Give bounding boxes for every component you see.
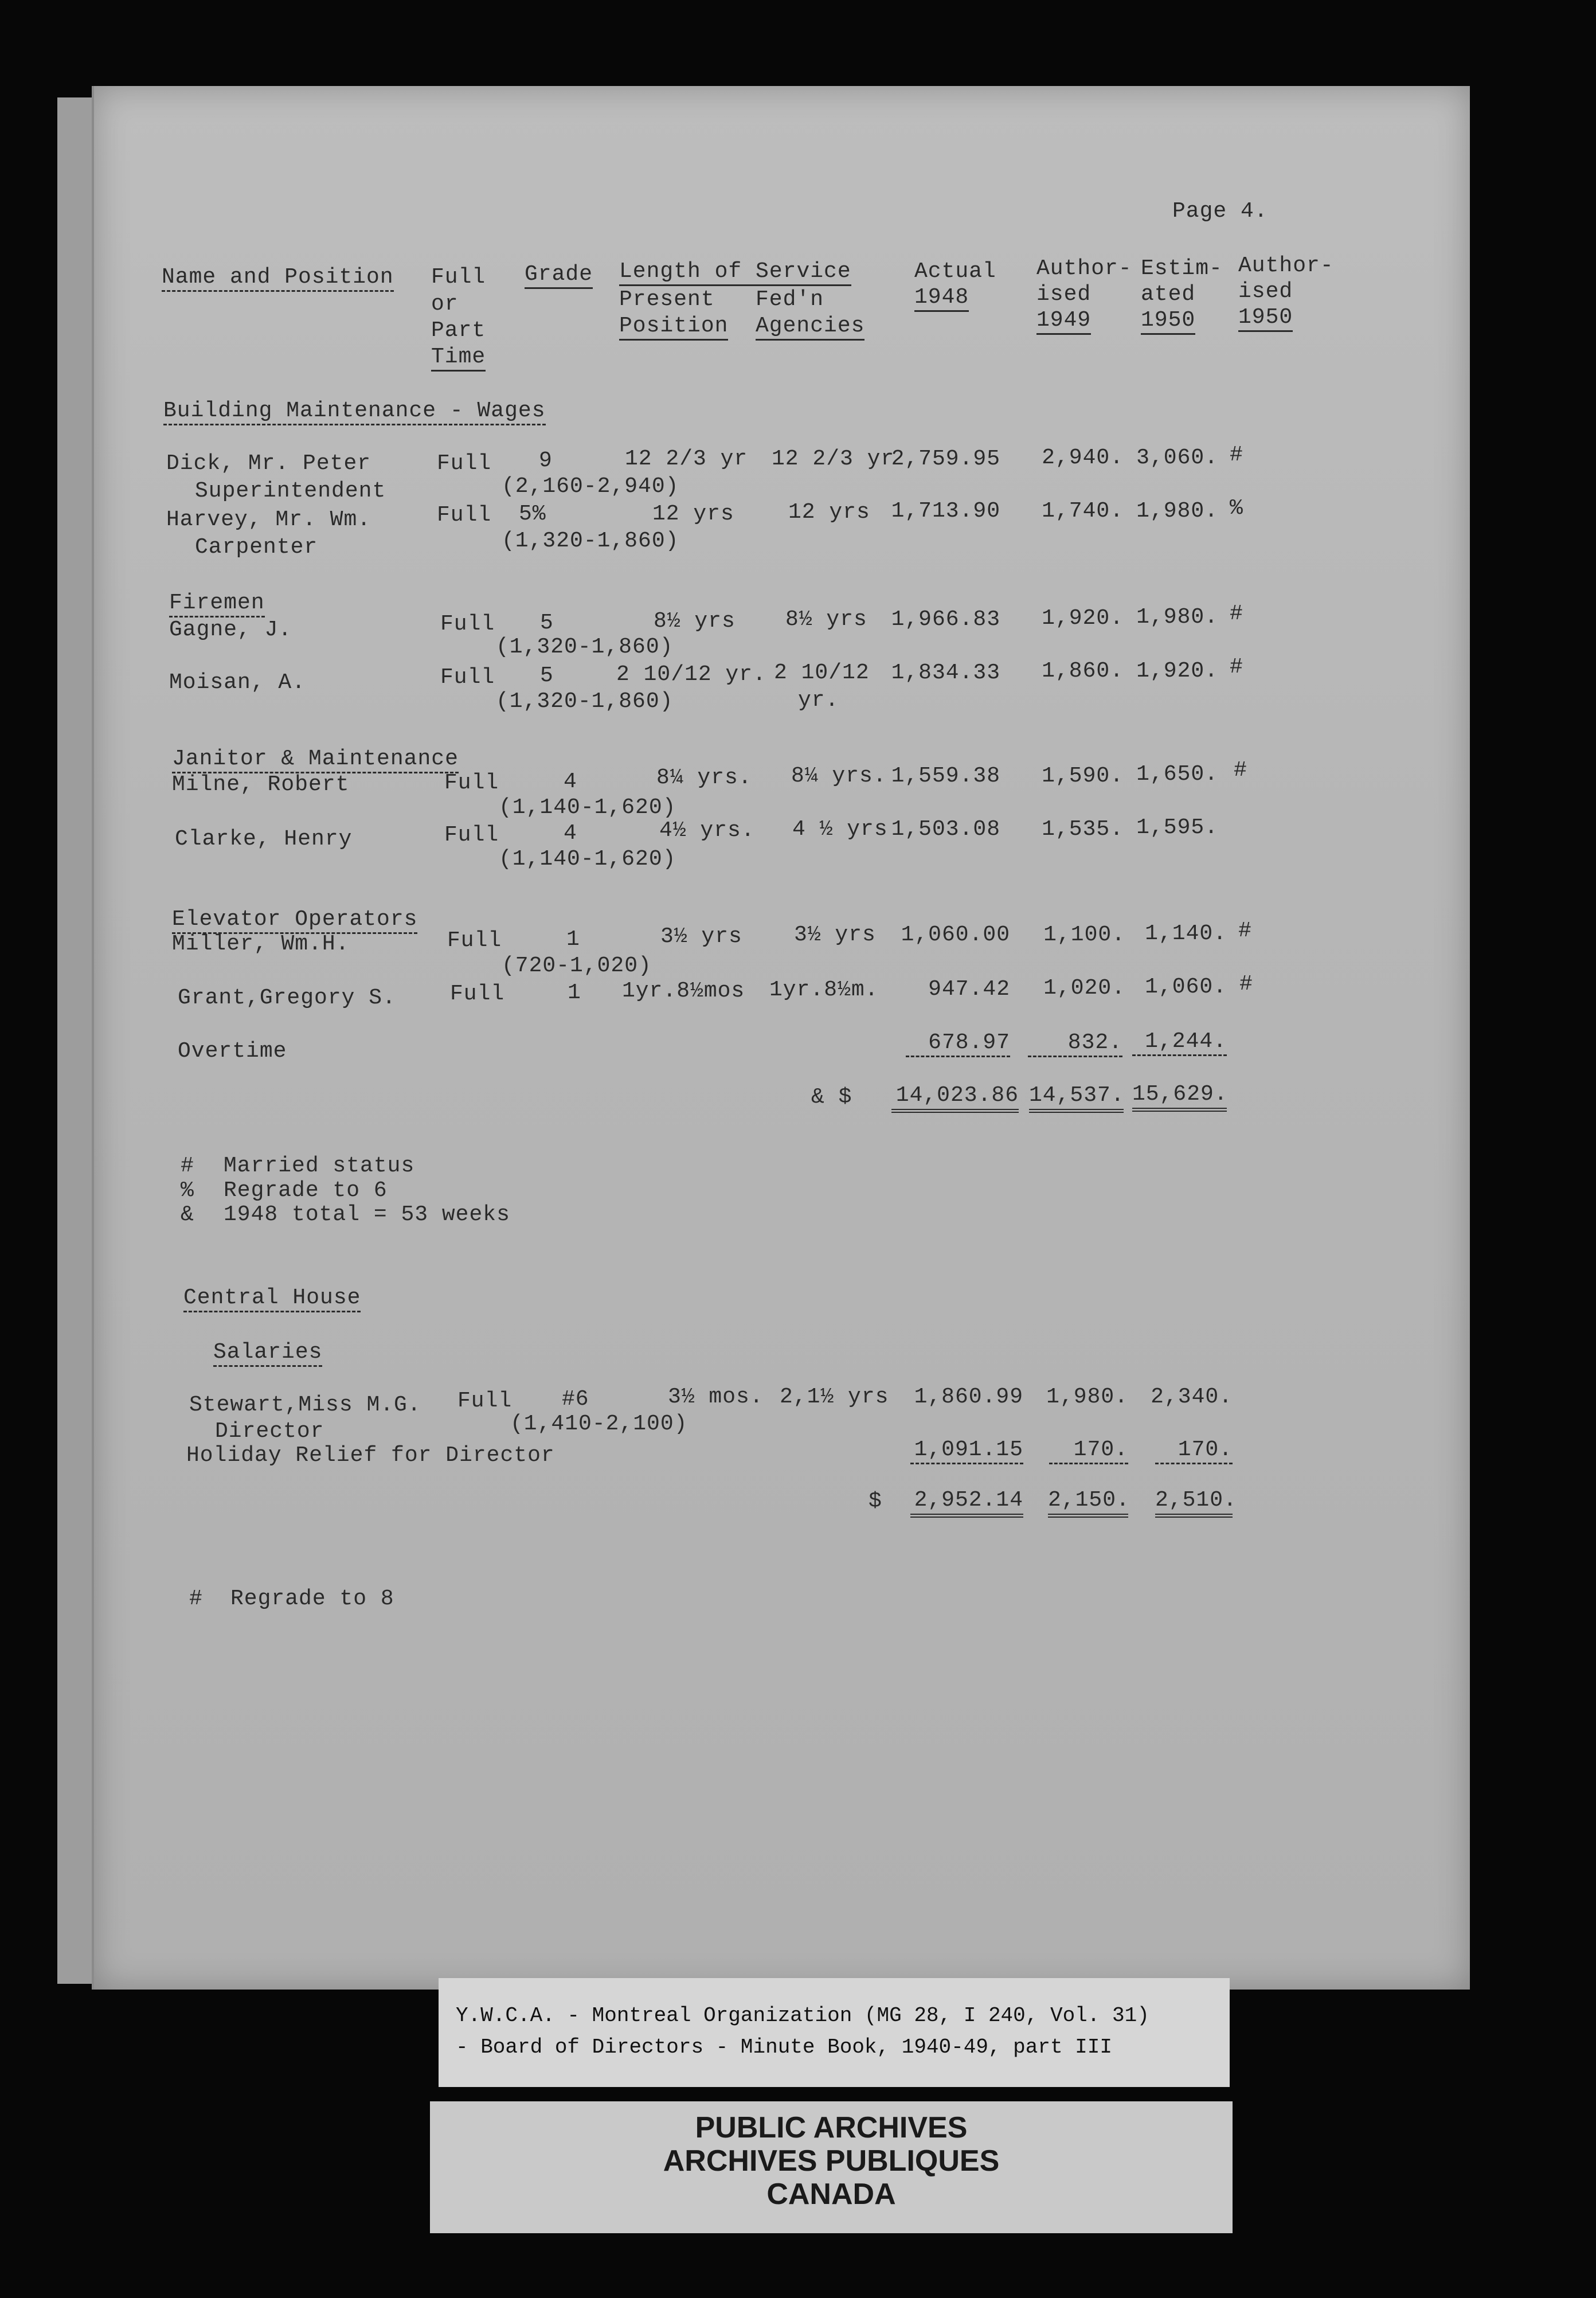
row-fedn: 1yr.8½m. bbox=[769, 978, 879, 1002]
header-fedn: Fed'n bbox=[756, 287, 824, 312]
row-full: Full bbox=[437, 451, 492, 476]
row-authorised: 1,980. bbox=[1046, 1385, 1128, 1409]
note-text: Regrade to 8 bbox=[230, 1586, 394, 1611]
total-actual: 14,023.86 bbox=[891, 1085, 1019, 1113]
total-marks: & $ bbox=[811, 1085, 852, 1109]
header-present: Present bbox=[619, 287, 715, 312]
row-name: Gagne, J. bbox=[169, 618, 292, 642]
row-present: 8½ yrs bbox=[654, 609, 736, 634]
stamp-line: PUBLIC ARCHIVES bbox=[695, 2111, 968, 2144]
row-name: Dick, Mr. Peter bbox=[166, 451, 371, 476]
row-mark: # bbox=[1238, 919, 1252, 943]
note-symbol: # bbox=[181, 1154, 194, 1178]
stamp-line: CANADA bbox=[766, 2178, 896, 2211]
note-symbol: % bbox=[181, 1178, 194, 1203]
header-estimated-1950-year: 1950 bbox=[1141, 310, 1195, 335]
row-name: Clarke, Henry bbox=[175, 827, 353, 851]
row-full: Full bbox=[440, 612, 495, 636]
row-position: Carpenter bbox=[195, 535, 318, 560]
header-full: Full bbox=[431, 265, 486, 290]
row-position: Superintendent bbox=[195, 479, 386, 503]
row-estimated: 1,980. bbox=[1136, 499, 1218, 523]
overtime-label: Overtime bbox=[178, 1039, 287, 1064]
holiday-authorised: 170. bbox=[1049, 1439, 1128, 1464]
row-name: Harvey, Mr. Wm. bbox=[166, 507, 371, 532]
row-range: (1,320-1,860) bbox=[496, 689, 674, 714]
row-full: Full bbox=[440, 665, 495, 690]
row-grade: 1 bbox=[568, 980, 581, 1005]
header-part: Part bbox=[431, 318, 486, 343]
row-grade: 5 bbox=[540, 663, 554, 688]
header-authorised-1949: Author- bbox=[1036, 256, 1132, 281]
caption-line: - Board of Directors - Minute Book, 1940-49, part III bbox=[456, 2035, 1112, 2059]
note-text: Married status bbox=[224, 1154, 415, 1178]
total-estimated: 15,629. bbox=[1132, 1084, 1227, 1112]
row-authorised: 2,940. bbox=[1042, 445, 1124, 470]
row-fedn: 12 2/3 yr bbox=[772, 447, 895, 471]
row-actual: 1,060.00 bbox=[901, 923, 1010, 947]
row-actual: 947.42 bbox=[928, 977, 1010, 1002]
row-present: 12 2/3 yr bbox=[625, 447, 748, 471]
row-fedn: 4 ½ yrs bbox=[792, 817, 888, 842]
holiday-estimated: 170. bbox=[1155, 1439, 1233, 1464]
row-fedn: 2 10/12 bbox=[774, 661, 870, 685]
row-grade: #6 bbox=[562, 1387, 589, 1412]
row-name: Stewart,Miss M.G. bbox=[189, 1393, 421, 1417]
row-actual: 1,559.38 bbox=[891, 764, 1000, 788]
row-grade: 1 bbox=[566, 927, 580, 952]
row-grade: 5 bbox=[540, 611, 554, 635]
header-length-of-service: Length of Service bbox=[619, 261, 851, 286]
caption-line: Y.W.C.A. - Montreal Organization (MG 28, I 240, Vol. 31) bbox=[456, 2004, 1149, 2027]
header-authorised-1950: Author- bbox=[1238, 253, 1334, 278]
row-actual: 2,759.95 bbox=[891, 447, 1000, 471]
row-full: Full bbox=[437, 503, 492, 527]
row-name: Milne, Robert bbox=[172, 772, 350, 797]
row-actual: 1,966.83 bbox=[891, 607, 1000, 632]
header-authorised-1950-year: 1950 bbox=[1238, 307, 1293, 332]
header-actual: Actual bbox=[914, 259, 996, 284]
row-present: 1yr.8½mos bbox=[622, 979, 745, 1003]
row-grade: 4 bbox=[564, 821, 577, 846]
row-authorised: 1,920. bbox=[1042, 606, 1124, 631]
row-full: Full bbox=[457, 1389, 513, 1413]
row-full: Full bbox=[450, 982, 505, 1006]
note-symbol: & bbox=[181, 1202, 194, 1227]
header-time: Time bbox=[431, 346, 486, 372]
row-grade: 5% bbox=[519, 502, 546, 526]
row-full: Full bbox=[447, 928, 502, 953]
row-name: Grant,Gregory S. bbox=[178, 986, 396, 1010]
overtime-actual: 678.97 bbox=[906, 1032, 1010, 1057]
group-title: Firemen bbox=[169, 592, 265, 618]
row-estimated: 1,060. bbox=[1145, 975, 1227, 999]
total-actual: 2,952.14 bbox=[910, 1490, 1023, 1518]
row-mark: % bbox=[1230, 496, 1243, 521]
row-authorised: 1,535. bbox=[1042, 817, 1124, 842]
row-estimated: 3,060. bbox=[1136, 445, 1218, 470]
row-estimated: 1,650. bbox=[1136, 762, 1218, 787]
row-range: (2,160-2,940) bbox=[502, 474, 679, 499]
archives-stamp bbox=[430, 2101, 1233, 2233]
row-estimated: 1,980. bbox=[1136, 605, 1218, 630]
section-subtitle: Salaries bbox=[213, 1342, 322, 1367]
row-actual: 1,834.33 bbox=[891, 661, 1000, 685]
total-estimated: 2,510. bbox=[1155, 1490, 1233, 1518]
row-full: Full bbox=[444, 823, 499, 847]
row-estimated: 1,595. bbox=[1136, 815, 1218, 840]
note-symbol: # bbox=[189, 1586, 203, 1611]
row-actual: 1,860.99 bbox=[914, 1385, 1023, 1409]
row-mark: # bbox=[1239, 972, 1253, 996]
group-title: Elevator Operators bbox=[172, 909, 417, 934]
header-authorised-1949-year: 1949 bbox=[1036, 310, 1091, 335]
row-authorised: 1,100. bbox=[1043, 923, 1125, 947]
row-fedn: 12 yrs bbox=[788, 500, 870, 525]
row-grade: 4 bbox=[564, 769, 577, 794]
section-title: Building Maintenance - Wages bbox=[163, 400, 546, 425]
row-present: 12 yrs bbox=[652, 502, 734, 526]
row-name: Miller, Wm.H. bbox=[172, 932, 350, 956]
row-full: Full bbox=[444, 771, 499, 795]
header-position: Position bbox=[619, 315, 728, 341]
overtime-authorised: 832. bbox=[1028, 1032, 1122, 1057]
archive-caption-label bbox=[439, 1978, 1230, 2087]
header-authorised-1950-b: ised bbox=[1238, 279, 1293, 304]
document-page bbox=[92, 86, 1470, 1990]
row-mark: # bbox=[1230, 601, 1243, 626]
row-mark: # bbox=[1230, 655, 1243, 679]
row-present: 2 10/12 yr. bbox=[616, 662, 766, 687]
row-fedn: 8½ yrs bbox=[785, 607, 867, 632]
row-fedn: 3½ yrs bbox=[794, 923, 876, 947]
row-fedn: 8¼ yrs. bbox=[791, 764, 887, 788]
row-present: 3½ yrs bbox=[660, 924, 742, 949]
holiday-actual: 1,091.15 bbox=[910, 1439, 1023, 1464]
row-authorised: 1,740. bbox=[1042, 499, 1124, 523]
row-mark: # bbox=[1230, 443, 1243, 467]
total-marks: $ bbox=[869, 1489, 882, 1514]
row-present: 4½ yrs. bbox=[659, 818, 755, 843]
row-grade: 9 bbox=[539, 448, 553, 473]
header-actual-year: 1948 bbox=[914, 287, 969, 312]
row-mark: # bbox=[1234, 758, 1247, 783]
note-text: Regrade to 6 bbox=[224, 1178, 388, 1203]
header-estimated-1950: Estim- bbox=[1141, 256, 1223, 281]
row-present: 3½ mos. bbox=[668, 1385, 764, 1409]
row-authorised: 1,590. bbox=[1042, 764, 1124, 788]
header-or: or bbox=[431, 292, 459, 316]
stamp-line: ARCHIVES PUBLIQUES bbox=[663, 2144, 1000, 2178]
header-name-position: Name and Position bbox=[162, 267, 394, 292]
row-actual: 1,503.08 bbox=[891, 817, 1000, 842]
row-estimated: 1,920. bbox=[1136, 659, 1218, 683]
row-authorised: 1,020. bbox=[1043, 976, 1125, 1001]
page-number: Page 4. bbox=[1172, 199, 1268, 224]
row-fedn-cont: yr. bbox=[798, 688, 839, 713]
row-actual: 1,713.90 bbox=[891, 499, 1000, 523]
row-estimated: 2,340. bbox=[1151, 1385, 1233, 1409]
total-authorised: 14,537. bbox=[1029, 1085, 1124, 1113]
header-agencies: Agencies bbox=[756, 315, 864, 341]
header-grade: Grade bbox=[525, 264, 593, 289]
row-fedn: 2,1½ yrs bbox=[780, 1385, 889, 1409]
group-title: Janitor & Maintenance bbox=[172, 748, 459, 773]
row-present: 8¼ yrs. bbox=[656, 765, 752, 790]
note-text: 1948 total = 53 weeks bbox=[224, 1202, 510, 1227]
total-authorised: 2,150. bbox=[1048, 1490, 1128, 1518]
row-range: (720-1,020) bbox=[502, 953, 652, 978]
row-name: Moisan, A. bbox=[169, 670, 306, 695]
row-estimated: 1,140. bbox=[1145, 921, 1227, 946]
row-position: Director bbox=[215, 1419, 324, 1444]
header-authorised-1949-b: ised bbox=[1036, 282, 1092, 307]
row-authorised: 1,860. bbox=[1042, 659, 1124, 683]
header-estimated-1950-b: ated bbox=[1141, 282, 1196, 307]
row-range: (1,320-1,860) bbox=[502, 529, 679, 553]
row-range: (1,410-2,100) bbox=[510, 1412, 688, 1436]
section-title: Central House bbox=[183, 1287, 361, 1312]
row-range: (1,320-1,860) bbox=[496, 635, 674, 659]
holiday-relief-label: Holiday Relief for Director bbox=[186, 1443, 555, 1468]
row-range: (1,140-1,620) bbox=[499, 847, 676, 871]
overtime-estimated: 1,244. bbox=[1132, 1031, 1227, 1056]
row-range: (1,140-1,620) bbox=[499, 795, 676, 820]
